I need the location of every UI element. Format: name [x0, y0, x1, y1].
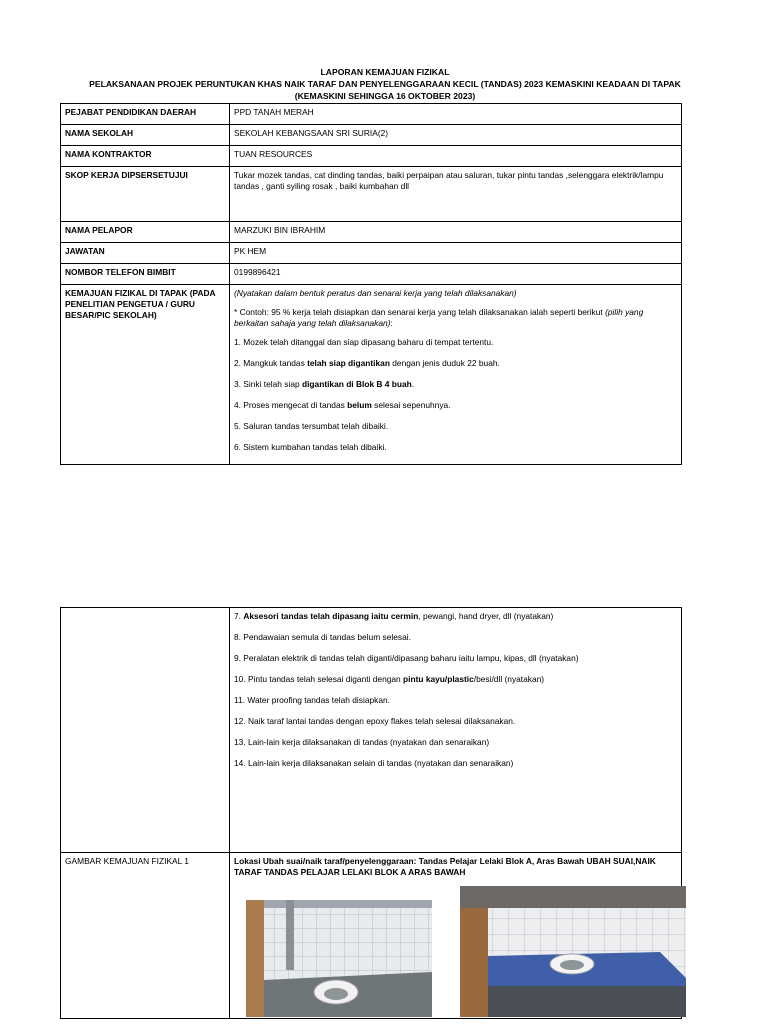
example-italic: (pilih yang berkaitan sahaja yang telah dilaksanakan) [234, 307, 644, 328]
list-item: 11. Water proofing tandas telah disiapkan. [234, 695, 390, 705]
value-sekolah: SEKOLAH KEBANGSAAN SRI SURIA(2) [230, 125, 682, 146]
value-telefon: 0199896421 [230, 264, 682, 285]
kemajuan-example [234, 307, 677, 329]
row-ppd [61, 104, 682, 125]
progress-photo-1 [246, 900, 432, 1017]
list-item [234, 379, 677, 390]
value-kemajuan [230, 285, 682, 465]
item-text: 4. Proses mengecat di tandas [234, 400, 348, 410]
value-gambar: Lokasi Ubah suai/naik taraf/penyelenggaraan: Tandas Pelajar Lelaki Blok A, Aras Bawah UBAH SUAI,NAIK TARAF TANDAS PELAJAR LELAKI BLOK A ARAS BAWAH [230, 853, 682, 1019]
value-jawatan: PK HEM [230, 243, 682, 264]
item-text: dengan jenis duduk 22 buah. [389, 358, 500, 368]
example-suffix: : [390, 318, 393, 328]
kemajuan-instruction: (Nyatakan dalam bentuk peratus dan senarai kerja yang telah dilaksanakan) [234, 288, 517, 298]
list-item [234, 358, 677, 369]
value-continuation [230, 608, 682, 853]
item-bold-text: telah siap digantikan [307, 358, 390, 368]
value-skop: Tukar mozek tandas, cat dinding tandas, baiki perpaipan atau saluran, tukar pintu tandas ,selenggara elektrik/lampu tandas , ganti syiling rosak , baiki kumbahan dll [230, 167, 682, 222]
list-item: 12. Naik taraf lantai tandas dengan epoxy flakes telah selesai dilaksanakan. [234, 716, 516, 726]
item-text: selesai sepenuhnya. [371, 400, 451, 410]
row-continuation [61, 608, 682, 853]
list-item [234, 400, 677, 411]
label-telefon: NOMBOR TELEFON BIMBIT [61, 264, 230, 285]
item-bold-text: Aksesori tandas telah dipasang iaitu cermin [243, 611, 419, 621]
list-item: 8. Pendawaian semula di tandas belum selesai. [234, 632, 411, 642]
toilet-photo-2 [460, 886, 686, 1017]
row-jawatan [61, 243, 682, 264]
label-jawatan: JAWATAN [61, 243, 230, 264]
list-item: 1. Mozek telah ditanggal dan siap dipasang baharu di tempat tertentu. [234, 337, 494, 347]
label-kemajuan: KEMAJUAN FIZIKAL DI TAPAK (PADA PENELITIAN PENGETUA / GURU BESAR/PIC SEKOLAH) [61, 285, 230, 465]
list-item: 5. Saluran tandas tersumbat telah dibaiki. [234, 421, 389, 431]
report-table-1 [60, 103, 682, 465]
item-text: /besi/dll (nyatakan) [473, 674, 545, 684]
value-pelapor: MARZUKI BIN IBRAHIM [230, 222, 682, 243]
row-pelapor [61, 222, 682, 243]
report-date-line: (KEMASKINI SEHINGGA 16 OKTOBER 2023) [294, 91, 476, 101]
item-text: 7. [234, 611, 244, 621]
label-empty [61, 608, 230, 853]
toilet-photo-1 [246, 900, 432, 1017]
list-item: 14. Lain-lain kerja dilaksanakan selain di tandas (nyatakan dan senaraikan) [234, 758, 514, 768]
item-text: . [411, 379, 415, 389]
label-ppd: PEJABAT PENDIDIKAN DAERAH [61, 104, 230, 125]
list-item: 13. Lain-lain kerja dilaksanakan di tandas (nyatakan dan senaraikan) [234, 737, 490, 747]
item-text: 3. Sinki telah siap [234, 379, 302, 389]
item-text: 10. Pintu tandas telah selesai diganti dengan [234, 674, 404, 684]
item-text: 2. Mangkuk tandas [234, 358, 308, 368]
list-item: 9. Peralatan elektrik di tandas telah diganti/dipasang baharu iaitu lampu, kipas, dll (nyatakan) [234, 653, 579, 663]
label-skop: SKOP KERJA DIPSERSETUJUI [61, 167, 230, 222]
row-kontraktor [61, 146, 682, 167]
row-sekolah [61, 125, 682, 146]
item-bold-text: pintu kayu/plastic [403, 674, 474, 684]
report-title: LAPORAN KEMAJUAN FIZIKAL [320, 67, 450, 77]
value-ppd: PPD TANAH MERAH [230, 104, 682, 125]
row-telefon [61, 264, 682, 285]
progress-photo-2 [460, 886, 686, 1017]
list-item: 6. Sistem kumbahan tandas telah dibaiki. [234, 442, 387, 452]
row-skop [61, 167, 682, 222]
label-kontraktor: NAMA KONTRAKTOR [61, 146, 230, 167]
row-kemajuan [61, 285, 682, 465]
report-header [60, 66, 710, 102]
list-item [234, 674, 677, 685]
report-subtitle: PELAKSANAAN PROJEK PERUNTUKAN KHAS NAIK TARAF DAN PENYELENGGARAAN KECIL (TANDAS) 2023 KEMASKINI KEADAAN DI TAPAK [89, 79, 681, 89]
label-sekolah: NAMA SEKOLAH [61, 125, 230, 146]
item-text: , pewangi, hand dryer, dll (nyatakan) [418, 611, 554, 621]
label-gambar: GAMBAR KEMAJUAN FIZIKAL 1 [61, 853, 230, 1019]
item-bold-text: digantikan di Blok B 4 buah [301, 379, 412, 389]
example-prefix: * Contoh: 95 % kerja telah disiapkan dan senarai kerja yang telah dilaksanakan ialah seperti berikut [234, 307, 606, 317]
list-item [234, 611, 677, 622]
label-pelapor: NAMA PELAPOR [61, 222, 230, 243]
item-bold-text: belum [347, 400, 372, 410]
value-kontraktor: TUAN RESOURCES [230, 146, 682, 167]
